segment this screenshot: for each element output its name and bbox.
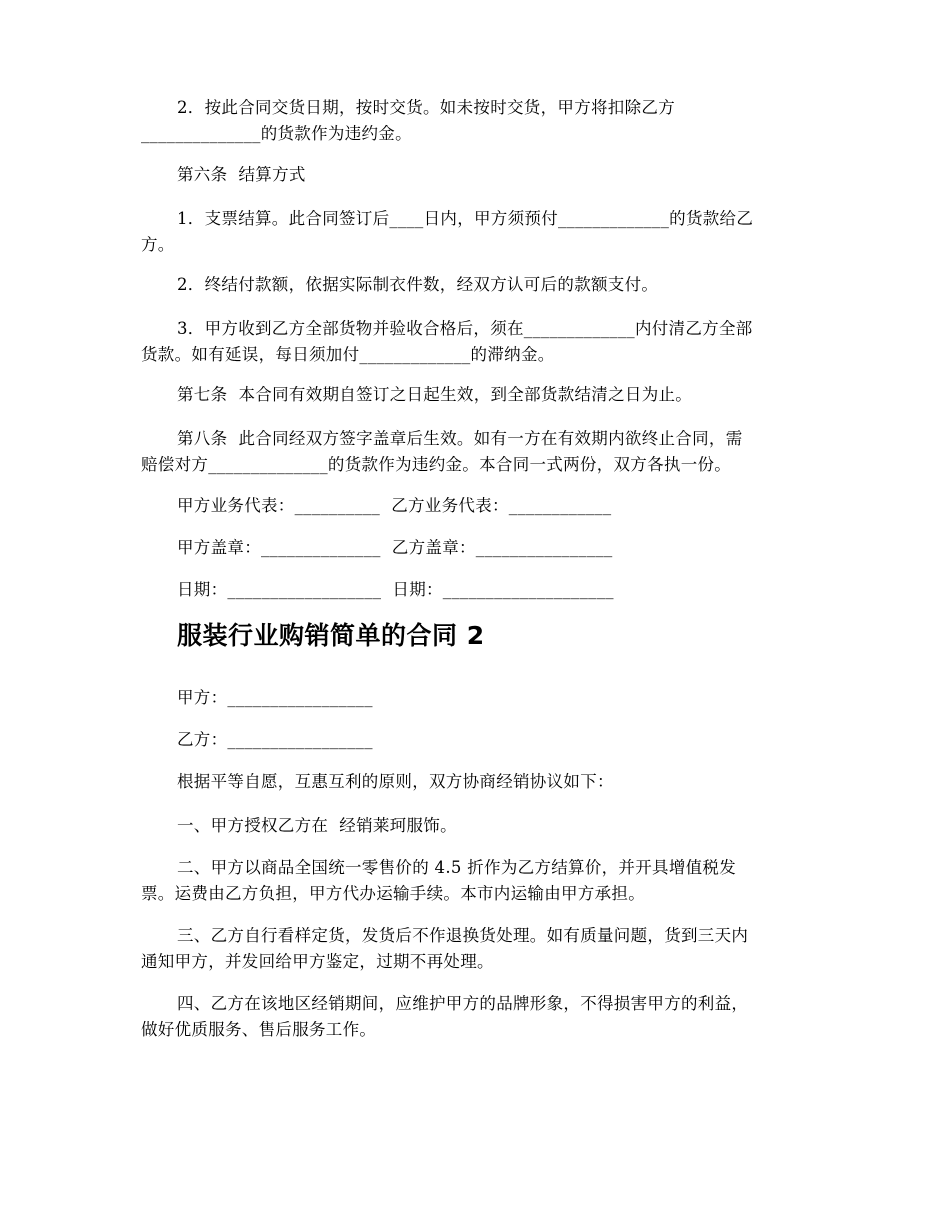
clause-full-payment-line2: 货款。如有延误，每日须加付_____________的滞纳金。 xyxy=(141,345,555,364)
clause-check-payment-line1: 1．支票结算。此合同签订后____日内，甲方须预付_____________的货款给乙 xyxy=(177,209,754,228)
clause-final-payment: 2．终结付款额，依据实际制衣件数，经双方认可后的款额支付。 xyxy=(177,275,659,294)
clause-4-line1: 四、乙方在该地区经销期间，应维护甲方的品牌形象，不得损害甲方的利益， xyxy=(177,994,749,1013)
clause-check-payment-line2: 方。 xyxy=(141,235,175,254)
clause-4-line2: 做好优质服务、售后服务工作。 xyxy=(141,1020,377,1039)
clause-3-line1: 三、乙方自行看样定货，发货后不作退换货处理。如有质量问题，货到三天内 xyxy=(177,926,749,945)
signature-representatives: 甲方业务代表：__________ 乙方业务代表：____________ xyxy=(177,496,612,515)
article-6-title: 第六条 结算方式 xyxy=(177,165,306,184)
agreement-intro: 根据平等自愿，互惠互利的原则，双方协商经销协议如下： xyxy=(177,772,614,791)
clause-2-line1: 二、甲方以商品全国统一零售价的 4.5 折作为乙方结算价，并开具增值税发 xyxy=(177,858,737,877)
clause-full-payment-line1: 3．甲方收到乙方全部货物并验收合格后，须在_____________内付清乙方全部 xyxy=(177,319,753,338)
signature-seals: 甲方盖章：______________ 乙方盖章：________________ xyxy=(177,538,613,557)
signature-dates: 日期：__________________ 日期：____________________ xyxy=(177,580,614,599)
party-a-field: 甲方：_________________ xyxy=(177,688,373,707)
article-7: 第七条 本合同有效期自签订之日起生效，到全部货款结清之日为止。 xyxy=(177,385,693,404)
clause-3-line2: 通知甲方，并发回给甲方鉴定，过期不再处理。 xyxy=(141,952,494,971)
clause-2-line2: 票。运费由乙方负担，甲方代办运输手续。本市内运输由甲方承担。 xyxy=(141,884,645,903)
contract-2-heading: 服装行业购销简单的合同 2 xyxy=(177,621,485,650)
article-8-line1: 第八条 此合同经双方签字盖章后生效。如有一方在有效期内欲终止合同，需 xyxy=(177,429,743,448)
article-8-line2: 赔偿对方______________的货款作为违约金。本合同一式两份，双方各执一份。 xyxy=(141,455,732,474)
party-b-field: 乙方：_________________ xyxy=(177,730,373,749)
clause-1: 一、甲方授权乙方在 经销莱珂服饰。 xyxy=(177,816,457,835)
clause-delivery-line2: ______________的货款作为违约金。 xyxy=(141,124,412,143)
clause-delivery-line1: 2．按此合同交货日期，按时交货。如未按时交货，甲方将扣除乙方 xyxy=(177,98,675,117)
